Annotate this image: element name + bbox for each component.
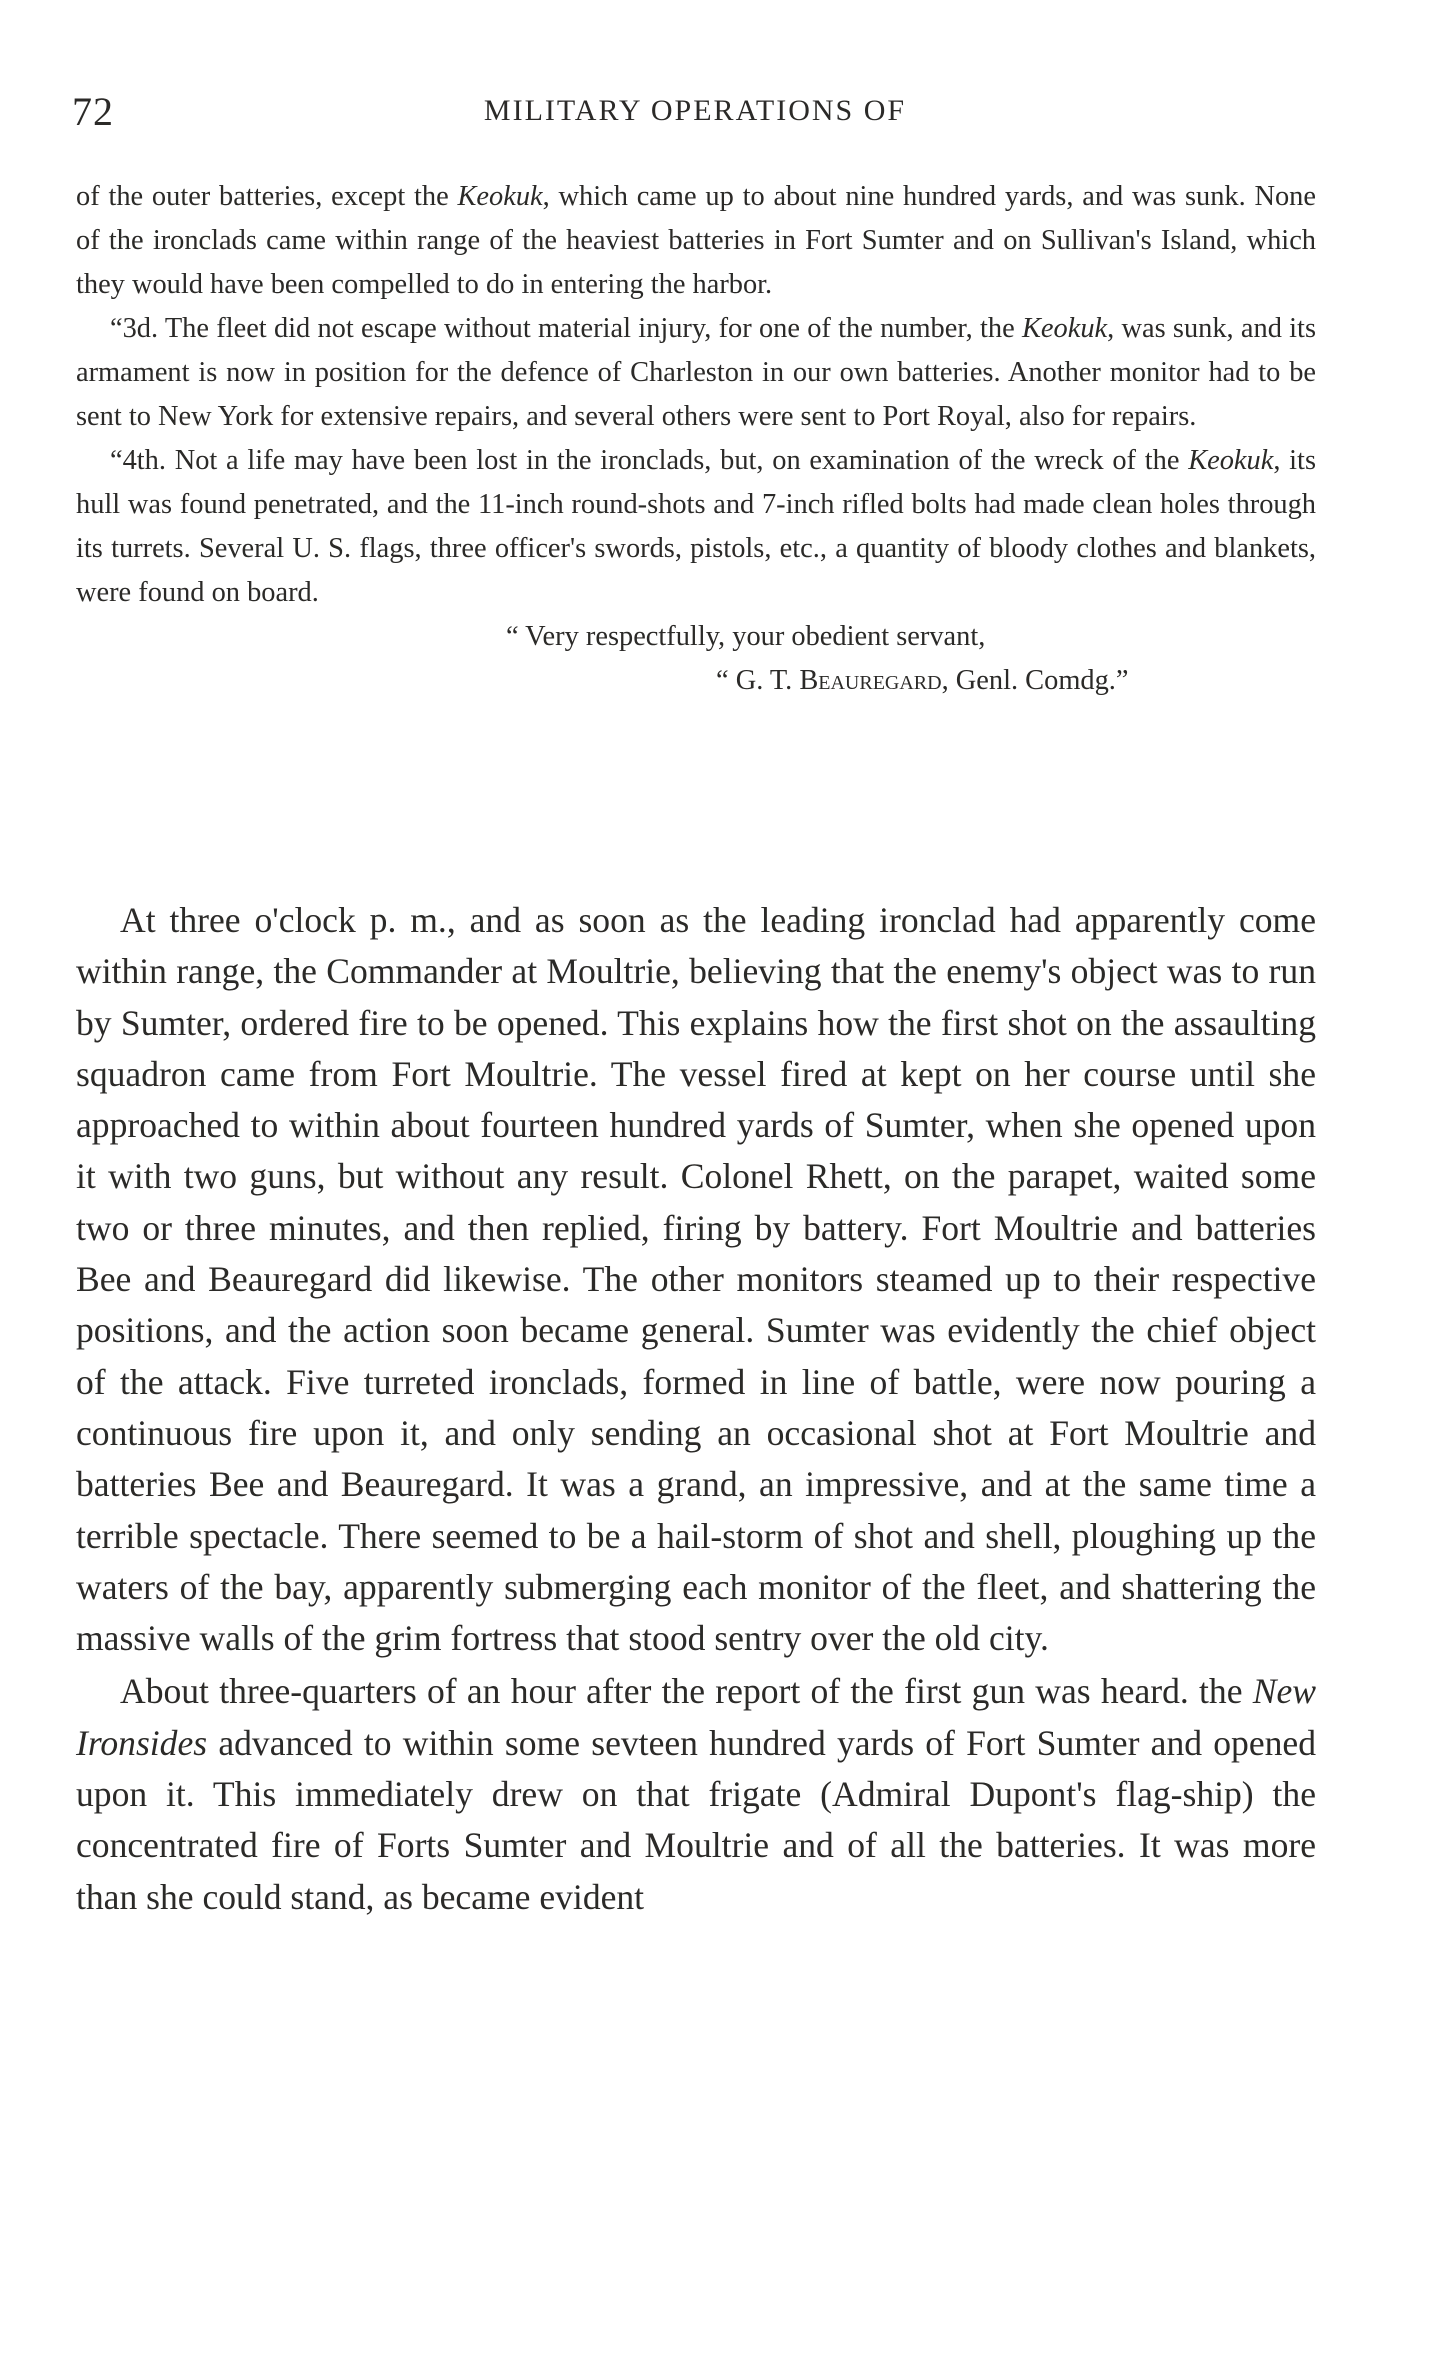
quote-text: , its hull was found penetrated, and the 11-inch round-shots and 7-inch rifled bolts had made clean holes through its turrets. Several U. S. flags, three officer's swords, pistols, etc., a quantity of bloody clothes and blankets, were found on board.: [76, 445, 1316, 608]
quote-text: “4th. Not a life may have been lost in the ironclads, but, on examination of the wreck of the: [110, 445, 1189, 476]
body-paragraph: At three o'clock p. m., and as soon as the leading ironclad had apparently come within range, the Commander at Moultrie, believing that the enemy's object was to run by Sumter, ordered fire to be opened. This explains how the first shot on the assaulting squadron came from Fort Moultrie. The vessel fired at kept on her course until she approached to within about fourteen hundred yards of Sumter, when she opened upon it with two guns, but without any result. Colonel Rhett, on the parapet, waited some two or three minutes, and then replied, firing by battery. Fort Moultrie and batteries Bee and Beauregard did likewise. The other monitors steamed up to their respective positions, and the action soon became general. Sumter was evidently the chief object of the attack. Five turreted ironclads, formed in line of battle, were now pouring a continuous fire upon it, and only sending an occasional shot at Fort Moultrie and batteries Bee and Beauregard. It was a grand, an impressive, and at the same time a terrible spectacle. There seemed to be a hail-storm of shot and shell, ploughing up the waters of the bay, apparently submerging each monitor of the fleet, and shattering the massive walls of the grim fortress that stood sentry over the old city.: [76, 900, 1316, 1659]
running-head: MILITARY OPERATIONS OF: [483, 94, 907, 127]
quote-text: , was sunk, and its armament is now in position for the defence of Charleston in our own batteries. Another monitor had to be sent to New York for extensive repairs, and several others were sent to Port Royal, also for repairs.: [76, 313, 1316, 432]
quoted-letter: [76, 175, 1316, 703]
letter-signature: [716, 659, 1316, 703]
signature-name: Beauregard: [799, 665, 942, 696]
body-text: About three-quarters of an hour after the report of the first gun was heard. the: [120, 1671, 1253, 1712]
page-number: 72: [72, 89, 114, 134]
quote-text: of the outer batteries, except the: [76, 181, 458, 212]
ship-name: New Ironsides: [76, 1671, 1316, 1763]
quote-paragraph: [76, 175, 1316, 307]
signature-prefix: “ G. T.: [716, 665, 800, 696]
body-paragraph: [76, 1666, 1316, 1922]
quote-text: , which came up to about nine hundred yards, and was sunk. None of the ironclads came within range of the heaviest batteries in Fort Sumter and on Sullivan's Island, which they would have been compelled to do in entering the harbor.: [76, 181, 1316, 300]
body-text: advanced to within some sevteen hundred yards of Fort Sumter and opened upon it. This immediately drew on that frigate (Admiral Dupont's flag-ship) the concentrated fire of Forts Sumter and Moultrie and of all the batteries. It was more than she could stand, as became evident: [76, 1722, 1316, 1917]
quote-text: “3d. The fleet did not escape without material injury, for one of the number, the: [110, 313, 1022, 344]
ship-name: Keokuk: [457, 181, 543, 212]
quote-paragraph: [76, 307, 1316, 439]
page-header: [72, 88, 1318, 148]
ship-name: Keokuk: [1188, 445, 1274, 476]
ship-name: Keokuk: [1021, 313, 1108, 344]
signature-suffix: , Genl. Comdg.”: [941, 665, 1129, 696]
quote-paragraph: [76, 439, 1316, 615]
main-text: [76, 895, 1316, 1923]
letter-closing: “ Very respectfully, your obedient servant,: [506, 621, 986, 652]
